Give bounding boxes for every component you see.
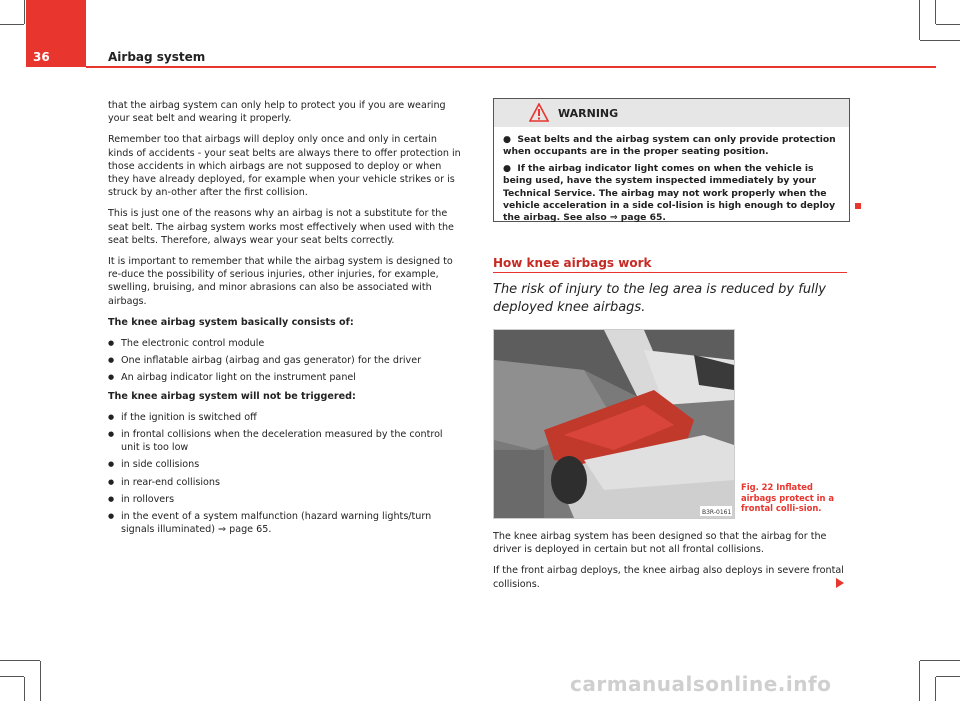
list-item: ● if the ignition is switched off bbox=[108, 411, 464, 424]
crop-mark bbox=[920, 660, 960, 661]
section-intro: The risk of injury to the leg area is reduced by fully deployed knee airbags. bbox=[493, 282, 826, 315]
list-item: ● in side collisions bbox=[108, 458, 464, 471]
crop-mark bbox=[0, 660, 40, 661]
paragraph: It is important to remember that while the airbag system is designed to re-duce the possibility of serious injuries, other injuries, for example, swelling, bruising, and minor abrasions can also be associated with airbags. bbox=[108, 256, 453, 307]
warning-item bbox=[503, 134, 841, 159]
warning-body bbox=[503, 134, 841, 229]
list-item: ● One inflatable airbag (airbag and gas generator) for the driver bbox=[108, 354, 464, 367]
paragraph: The knee airbag system has been designed so that the airbag for the driver is deployed in certain but not all frontal collisions. bbox=[493, 531, 827, 556]
bullet-icon: ● bbox=[503, 162, 518, 174]
crop-mark bbox=[0, 676, 24, 677]
watermark: carmanualsonline.info bbox=[570, 672, 832, 696]
warning-item bbox=[503, 163, 841, 225]
page-number: 36 bbox=[33, 50, 50, 64]
page-title: Airbag system bbox=[108, 50, 206, 64]
warning-icon bbox=[529, 103, 549, 123]
crop-mark bbox=[936, 676, 960, 677]
knee-airbag-illustration bbox=[494, 330, 734, 518]
header-rule bbox=[86, 66, 936, 68]
left-column bbox=[108, 99, 464, 541]
bullet-icon: ● bbox=[503, 134, 518, 145]
list-heading: The knee airbag system basically consists of: bbox=[108, 316, 354, 328]
warning-item-text: Seat belts and the airbag system can only provide protection when occupants are in the proper seating position. bbox=[503, 134, 836, 158]
list-item: ● in rollovers bbox=[108, 493, 464, 506]
continue-arrow-icon bbox=[836, 578, 844, 588]
paragraph: that the airbag system can only help to protect you if you are wearing your seat belt and wearing it properly. bbox=[108, 100, 446, 125]
page-header bbox=[0, 0, 960, 70]
section-body bbox=[493, 530, 849, 599]
paragraph: This is just one of the reasons why an airbag is not a substitute for the seat belt. The airbag system works most effectively when used with the seat belts. Therefore, always wear your seat belts correctly. bbox=[108, 208, 454, 246]
component-list bbox=[108, 337, 464, 385]
paragraph: If the front airbag deploys, the knee airbag also deploys in severe frontal collisions. bbox=[493, 565, 844, 590]
list-item: ● An airbag indicator light on the instrument panel bbox=[108, 371, 464, 384]
crop-mark bbox=[935, 677, 936, 701]
list-item: ● in the event of a system malfunction (hazard warning lights/turn signals illuminated) ⇒ page 65. bbox=[108, 510, 464, 536]
crop-mark bbox=[40, 661, 41, 701]
section-rule bbox=[493, 272, 847, 273]
section-end-marker bbox=[855, 203, 861, 209]
warning-box bbox=[493, 98, 850, 222]
list-item: ● The electronic control module bbox=[108, 337, 464, 350]
warning-item-text: If the airbag indicator light comes on when the vehicle is being used, have the system inspected immediately by your Technical Service. The airbag may not work properly when the vehicle acceleration in a side col-lision is high enough to deploy the airbag. See also ⇒ page 65. bbox=[503, 162, 836, 224]
not-triggered-list bbox=[108, 411, 464, 537]
figure-caption: Fig. 22 Inflated airbags protect in a frontal colli-sion. bbox=[741, 482, 835, 513]
list-item: ● in frontal collisions when the deceleration measured by the control unit is too low bbox=[108, 428, 464, 454]
crop-mark bbox=[919, 661, 920, 701]
list-heading: The knee airbag system will not be triggered: bbox=[108, 390, 356, 402]
warning-title: WARNING bbox=[558, 107, 619, 120]
figure-code: B3R-0161 bbox=[702, 509, 732, 516]
knee-airbag-figure bbox=[493, 329, 735, 519]
list-item: ● in rear-end collisions bbox=[108, 476, 464, 489]
crop-mark bbox=[24, 677, 25, 701]
paragraph: Remember too that airbags will deploy only once and only in certain kinds of accidents - your seat belts are always there to offer protection in those accidents in which airbags are not supposed to deploy or when they have already deployed, for example when your vehicle strikes or is struck by an-other after the first collision. bbox=[108, 134, 461, 199]
warning-header bbox=[494, 99, 849, 127]
section-title: How knee airbags work bbox=[493, 256, 652, 270]
